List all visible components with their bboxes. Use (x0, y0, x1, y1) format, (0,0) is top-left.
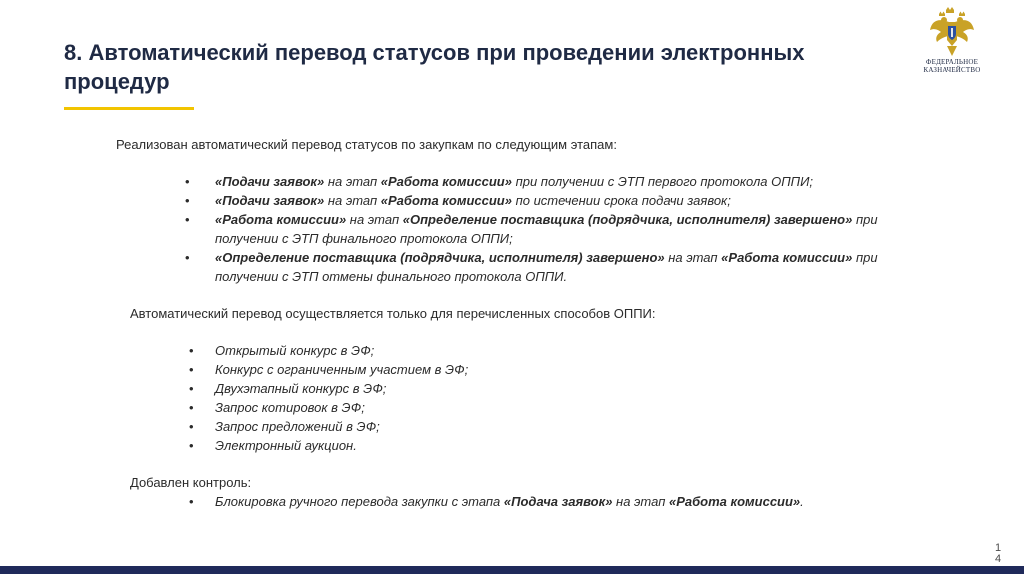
list-item: • «Подачи заявок» на этап «Работа комиссии» по истечении срока подачи заявок; (185, 193, 731, 208)
control-list (189, 492, 935, 511)
bullet: • (189, 400, 194, 415)
bullet: • (189, 343, 194, 358)
page-number: 1 4 (994, 542, 1002, 565)
logo-caption-line1: ФЕДЕРАЛЬНОЕ (925, 58, 979, 66)
bullet: • (189, 438, 194, 453)
treasury-logo (913, 6, 991, 84)
bullet: • (189, 419, 194, 434)
list-item: • Запрос котировок в ЭФ; (189, 400, 365, 415)
stages-list (185, 172, 935, 286)
stages-intro: Реализован автоматический перевод статусов по закупкам по следующим этапам: (116, 137, 617, 152)
control-intro: Добавлен контроль: (130, 475, 252, 490)
list-item: • Блокировка ручного перевода закупки с этапа «Подача заявок» на этап «Работа комиссии». (189, 494, 804, 509)
bullet: • (185, 250, 190, 265)
footer-bar (0, 566, 1024, 574)
list-item: • Конкурс с ограниченным участием в ЭФ; (189, 362, 469, 377)
list-item: • «Подачи заявок» на этап «Работа комиссии» при получении с ЭТП первого протокола ОППИ; (185, 174, 813, 189)
list-item: • «Работа комиссии» на этап «Определение поставщика (подрядчика, исполнителя) завершено» при получении с ЭТП финального протокола ОППИ; (185, 212, 878, 246)
page-title: 8. Автоматический перевод статусов при проведении электронных процедур (64, 40, 805, 94)
eagle-emblem-icon (929, 6, 975, 58)
list-item: • Двухэтапный конкурс в ЭФ; (189, 381, 387, 396)
list-item: • Открытый конкурс в ЭФ; (189, 343, 375, 358)
bullet: • (189, 362, 194, 377)
list-item: • Электронный аукцион. (189, 438, 357, 453)
bullet: • (185, 212, 190, 227)
bullet: • (185, 174, 190, 189)
bullet: • (189, 494, 194, 509)
list-item: • Запрос предложений в ЭФ; (189, 419, 380, 434)
bullet: • (185, 193, 190, 208)
logo-caption-line2: КАЗНАЧЕЙСТВО (923, 66, 981, 74)
bullet: • (189, 381, 194, 396)
list-item: • «Определение поставщика (подрядчика, исполнителя) завершено» на этап «Работа комиссии» при получении с ЭТП отмены финального протокола ОППИ. (185, 250, 878, 284)
title-underline (64, 107, 194, 110)
methods-intro: Автоматический перевод осуществляется только для перечисленных способов ОППИ: (130, 306, 656, 321)
methods-list (189, 341, 815, 455)
